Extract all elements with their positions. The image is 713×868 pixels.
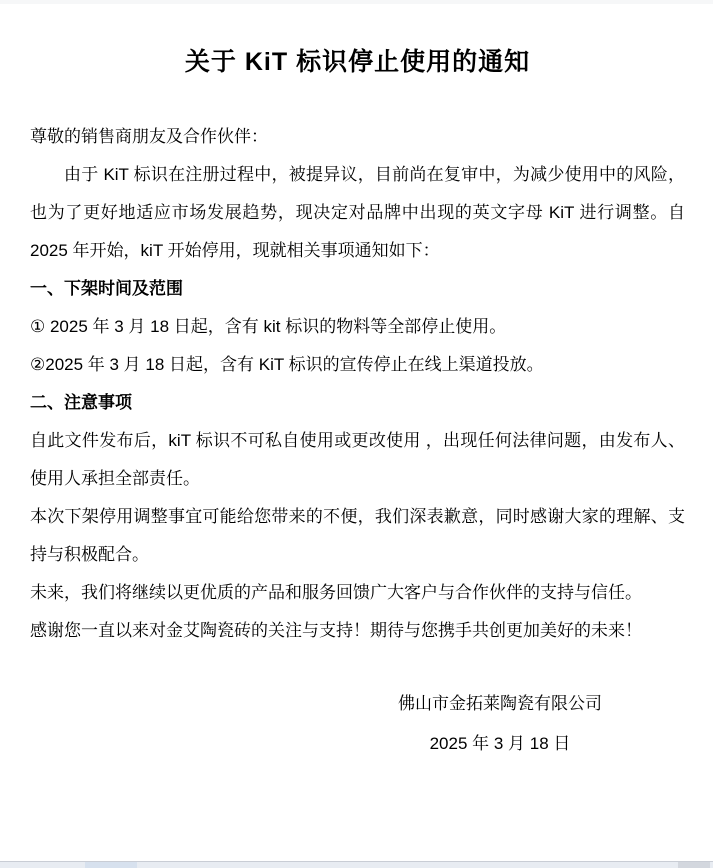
- intro-paragraph: 由于 KiT 标识在注册过程中，被提异议，目前尚在复审中，为减少使用中的风险，也为了更好地适应市场发展趋势，现决定对品牌中出现的英文字母 KiT 进行调整。自 2025 年开始，kiT 开始停用，现就相关事项通知如下：: [30, 165, 685, 260]
- section-2-paragraph-4: 感谢您一直以来对金艾陶瓷砖的关注与支持！期待与您携手共创更加美好的未来！: [30, 621, 642, 640]
- salutation-line: 尊敬的销售商朋友及合作伙伴：: [30, 127, 268, 146]
- section-2-heading: 二、注意事项: [30, 393, 132, 412]
- section-1-heading: 一、下架时间及范围: [30, 279, 183, 298]
- horizontal-scrollbar[interactable]: [0, 861, 713, 868]
- signature-inner: [398, 684, 602, 764]
- scrollbar-highlight-segment: [85, 862, 137, 868]
- document-text: [30, 118, 685, 650]
- signature-company: 佛山市金拓莱陶瓷有限公司: [398, 694, 602, 713]
- section-1-item-1: ① 2025 年 3 月 18 日起，含有 kit 标识的物料等全部停止使用。: [30, 317, 507, 336]
- section-2-paragraph-3: 未来，我们将继续以更优质的产品和服务回馈广大客户与合作伙伴的支持与信任。: [30, 583, 642, 602]
- document-title: 关于 KiT 标识停止使用的通知: [184, 48, 531, 76]
- section-1-item-2: ②2025 年 3 月 18 日起，含有 KiT 标识的宣传停止在线上渠道投放。: [30, 355, 544, 374]
- scrollbar-thumb[interactable]: [678, 862, 710, 868]
- section-2-paragraph-1: 自此文件发布后，kiT 标识不可私自使用或更改使用 ，出现任何法律问题，由发布人、使用人承担全部责任。: [30, 431, 685, 488]
- signature-block: [30, 684, 685, 764]
- signature-date: 2025 年 3 月 18 日: [429, 734, 571, 753]
- section-2-paragraph-2: 本次下架停用调整事宜可能给您带来的不便，我们深表歉意，同时感谢大家的理解、支持与积极配合。: [30, 507, 685, 564]
